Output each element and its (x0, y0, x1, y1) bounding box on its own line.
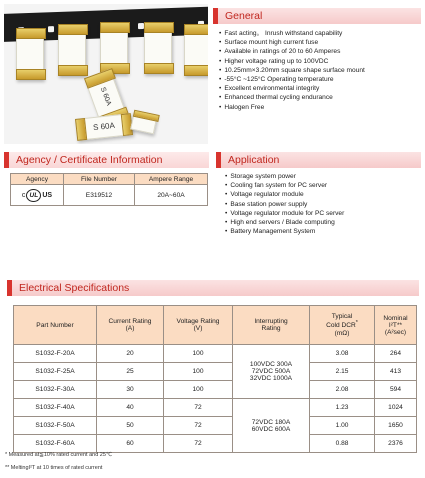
agency-header (4, 152, 209, 168)
cell-i2t: 264 (375, 345, 417, 363)
general-list (219, 29, 423, 112)
cell-voltage: 72 (164, 399, 233, 417)
electrical-table (13, 305, 417, 453)
table-row (14, 381, 417, 399)
list-item: • High end servers / Blade computing (225, 218, 423, 227)
list-item: • Halogen Free (219, 103, 423, 112)
fuse-image (144, 22, 172, 74)
table-row (14, 399, 417, 417)
cell-i2t: 1024 (375, 399, 417, 417)
application-header (216, 152, 421, 168)
cell-part: S1032-F-25A (14, 363, 97, 381)
cell-dcr: 0.88 (310, 435, 375, 453)
cell-i2t: 1650 (375, 417, 417, 435)
cell-voltage: 72 (164, 435, 233, 453)
cell-interrupting-group: 100VDC 300A 72VDC 500A 32VDC 1000A (233, 345, 310, 399)
list-item: • Higher voltage rating up to 100VDC (219, 57, 423, 66)
cell-voltage: 100 (164, 363, 233, 381)
table-row (14, 363, 417, 381)
fuse-marking: S 60A (98, 86, 113, 107)
table-row (14, 417, 417, 435)
cell-current: 40 (97, 399, 164, 417)
agency-title: Agency / Certificate Information (16, 154, 163, 166)
list-item: • Base station power supply (225, 200, 423, 209)
table-row (14, 435, 417, 453)
cell-current: 50 (97, 417, 164, 435)
cell-dcr: 2.08 (310, 381, 375, 399)
footnote-i2t: ** MeltingI²T at 10 times of rated current (5, 465, 103, 471)
cell-dcr: 1.00 (310, 417, 375, 435)
cell-current: 25 (97, 363, 164, 381)
col-header-current: Current Rating (A) (97, 306, 164, 345)
list-item: • Surface mount high current fuse (219, 38, 423, 47)
table-header-row (14, 306, 417, 345)
col-header-i2t: Nominal I²T** (A²sec) (375, 306, 417, 345)
cell-dcr: 2.15 (310, 363, 375, 381)
col-header-interrupting: Interrupting Rating (233, 306, 310, 345)
list-item: • 10.25mm×3.20mm square shape surface mount (219, 66, 423, 75)
cell-current: 20 (97, 345, 164, 363)
ampere-range-col-header: Ampere Range (135, 174, 208, 185)
fuse-image-small (130, 110, 158, 135)
col-header-part: Part Number (14, 306, 97, 345)
cell-part: S1032-F-60A (14, 435, 97, 453)
application-title: Application (228, 154, 280, 166)
cell-part: S1032-F-40A (14, 399, 97, 417)
general-title: General (225, 10, 263, 22)
cell-current: 60 (97, 435, 164, 453)
cell-part: S1032-F-20A (14, 345, 97, 363)
ampere-range: 20A~60A (135, 185, 208, 206)
cell-i2t: 594 (375, 381, 417, 399)
fuse-image (184, 24, 208, 76)
list-item: • Fast acting。 Inrush withstand capability (219, 29, 423, 38)
fuse-marking: S 60A (92, 120, 116, 133)
cell-part: S1032-F-50A (14, 417, 97, 435)
electrical-title: Electrical Specifications (19, 282, 130, 294)
list-item: • Voltage regulator module for PC server (225, 209, 423, 218)
list-item: • -55°C ~125°C Operating temperature (219, 75, 423, 84)
cell-i2t: 2376 (375, 435, 417, 453)
fuse-image (100, 22, 128, 74)
ul-logo: c UL US (11, 185, 64, 206)
table-row (14, 345, 417, 363)
footnote-dcr: * Measured at≦10% rated current and 25℃ (5, 452, 113, 458)
file-number-col-header: File Number (64, 174, 135, 185)
electrical-header (7, 280, 419, 296)
list-item: • Cooling fan system for PC server (225, 181, 423, 190)
list-item: • Storage system power (225, 172, 423, 181)
fuse-image-lying (75, 113, 133, 141)
col-header-dcr: Typical Cold DCR* (mΩ) (310, 306, 375, 345)
cell-part: S1032-F-30A (14, 381, 97, 399)
list-item: • Voltage regulator module (225, 190, 423, 199)
general-header (213, 8, 421, 24)
list-item: • Available in ratings of 20 to 60 Amperes (219, 47, 423, 56)
ul-circle-icon: UL (26, 189, 41, 202)
cell-voltage: 100 (164, 381, 233, 399)
agency-table (10, 173, 208, 206)
cell-voltage: 100 (164, 345, 233, 363)
list-item: • Enhanced thermal cycling endurance (219, 93, 423, 102)
cell-interrupting-group: 72VDC 180A 60VDC 600A (233, 399, 310, 453)
list-item: • Battery Management System (225, 227, 423, 236)
application-list (225, 172, 423, 236)
list-item: • Excellent environmental integrity (219, 84, 423, 93)
cell-voltage: 72 (164, 417, 233, 435)
file-number: E319512 (64, 185, 135, 206)
agency-col-header: Agency (11, 174, 64, 185)
cell-current: 30 (97, 381, 164, 399)
cell-i2t: 413 (375, 363, 417, 381)
product-photo (4, 4, 208, 144)
fuse-image (16, 28, 44, 80)
cell-dcr: 1.23 (310, 399, 375, 417)
col-header-voltage: Voltage Rating (V) (164, 306, 233, 345)
fuse-image (58, 24, 86, 76)
cell-dcr: 3.08 (310, 345, 375, 363)
